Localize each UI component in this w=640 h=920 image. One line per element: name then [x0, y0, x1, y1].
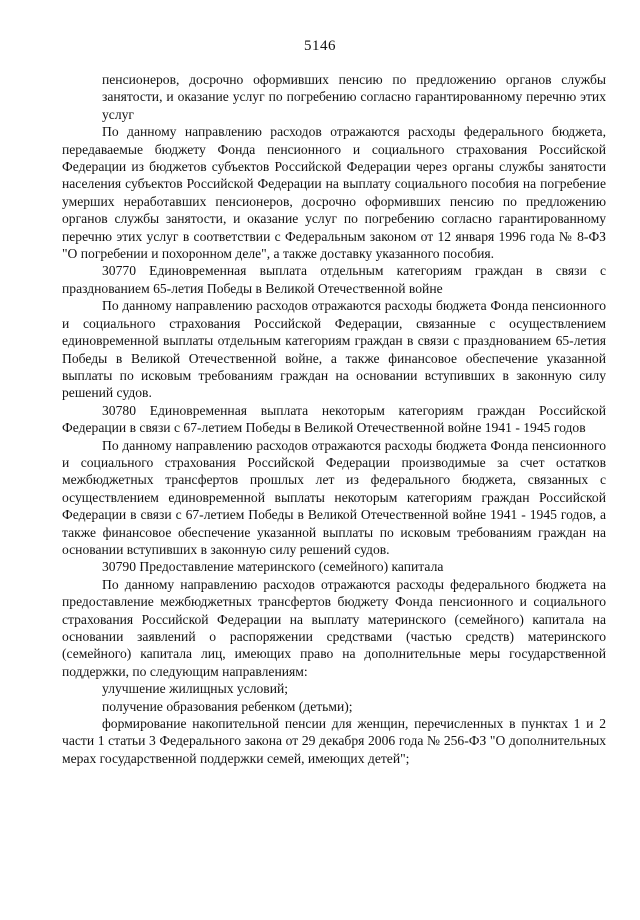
heading-30780: 30780 Единовременная выплата некоторым категориям граждан Российской Федерации в связи с 67-летием Победы в Великой Отечественной войне 1941 - 1945 годов: [62, 402, 606, 436]
list-item-education: получение образования ребенком (детьми);: [102, 698, 353, 714]
paragraph-30780-description: По данному направлению расходов отражаются расходы бюджета Фонда пенсионного и социального страхования Российской Федерации производимые за счет остатков межбюджетных трансфертов прошлых лет из федерального бюджета, связанных с осуществлением единовременной выплаты некоторым категориям граждан Российской Федерации в связи с 67-летием Победы в Великой Отечественной войне 1941 - 1945 годов, а также финансовое обеспечение указанной выплаты по исковым требованиям граждан на основании вступивших в законную силу решений судов.: [62, 437, 606, 557]
list-item-pension: формирование накопительной пенсии для женщин, перечисленных в пунктах 1 и 2 части 1 статьи 3 Федерального закона от 29 декабря 2006 года № 256-ФЗ "О дополнительных мерах государственной поддержки семей, имеющих детей";: [62, 716, 606, 766]
paragraph-30790-description: По данному направлению расходов отражаются расходы федерального бюджета на предоставление межбюджетных трансфертов бюджету Фонда пенсионного и социального страхования Российской Федерации на выплату материнского (семейного) капитала на основании заявлений о распоряжении средствами (частью средств) материнского (семейного) капитала лиц, имеющих право на дополнительные меры государственной поддержки, по следующим направлениям:: [62, 576, 606, 679]
paragraph-30770-description: По данному направлению расходов отражаются расходы бюджета Фонда пенсионного и социального страхования Российской Федерации, связанные с осуществлением единовременной выплаты отдельным категориям граждан в связи с празднованием 65-летия Победы в Великой Отечественной войне, а также финансовое обеспечение указанной выплаты по исковым требованиям граждан на основании вступивших в законную силу решений судов.: [62, 298, 606, 401]
heading-30770: 30770 Единовременная выплата отдельным категориям граждан в связи с празднованием 65-летия Победы в Великой Отечественной войне: [62, 263, 606, 296]
document-body: [62, 71, 606, 767]
paragraph-continuation: пенсионеров, досрочно оформивших пенсию по предложению органов службы занятости, и оказание услуг по погребению согласно гарантированному перечню этих услуг: [102, 72, 606, 122]
list-item-housing: улучшение жилищных условий;: [102, 681, 289, 697]
page-number: 5146: [304, 38, 336, 54]
paragraph-30760-description: По данному направлению расходов отражаются расходы федерального бюджета, передаваемые бюджету Фонда пенсионного и социального страхования Российской Федерации из бюджетов субъектов Российской Федерации через органы службы занятости населения субъектов Российской Федерации на выплату социального пособия на погребение умерших неработавших пенсионеров, досрочно оформивших пенсию по предложению органов службы занятости, и оказание услуг по погребению согласно гарантированному перечню этих услуг в соответствии с Федеральным законом от 12 января 1996 года № 8-ФЗ "О погребении и похоронном деле", а также доставку указанного пособия.: [62, 124, 606, 262]
heading-30790: 30790 Предоставление материнского (семейного) капитала: [102, 559, 444, 575]
